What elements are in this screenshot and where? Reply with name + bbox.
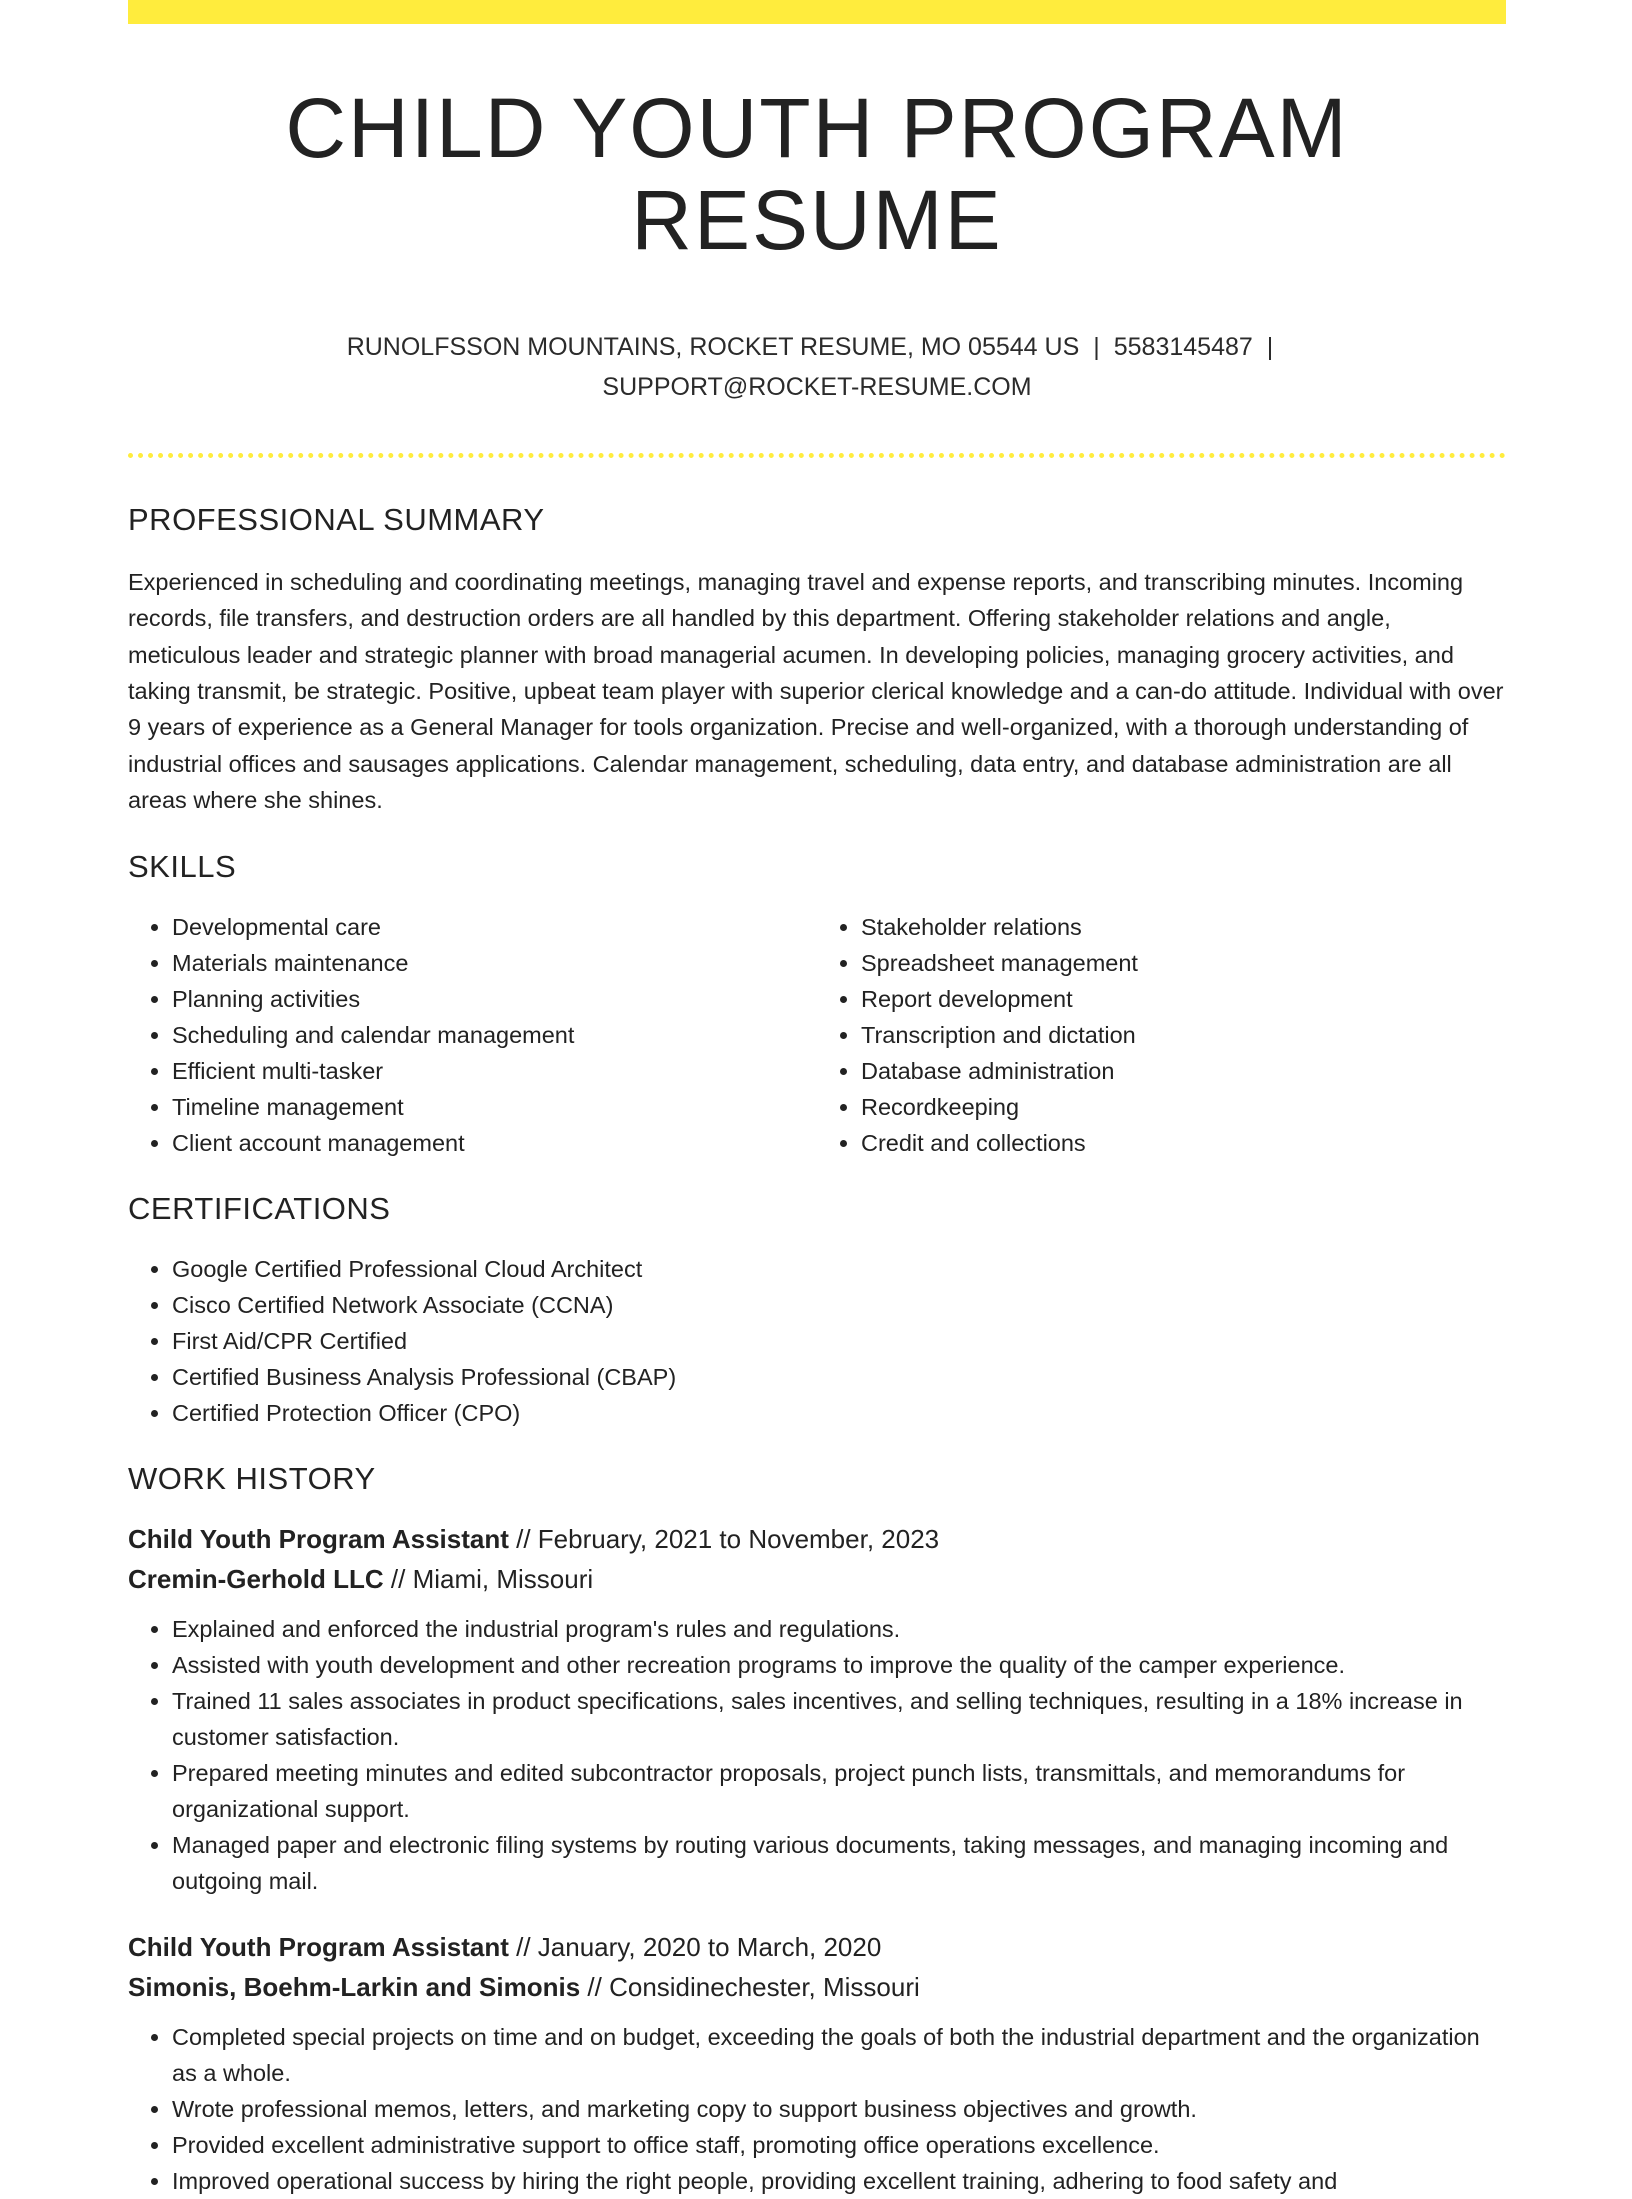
skill-item: • Materials maintenance [172, 945, 817, 981]
summary-text: Experienced in scheduling and coordinating meetings, managing travel and expense reports, and transcribing minutes. Incoming records, file transfers, and destruction orders are all handled by this department. Offering stakeholder relations and angle, meticulous leader and strategic planner with broad managerial acumen. In developing policies, managing grocery activities, and taking transmit, be strategic. Positive, upbeat team player with superior clerical knowledge and a can-do attitude. Individual with over 9 years of experience as a General Manager for tools organization. Precise and well-organized, with a thorough understanding of industrial offices and sausages applications. Calendar management, scheduling, data entry, and database administration are all areas where she shines. [128, 568, 1504, 814]
certification-item: • Google Certified Professional Cloud Architect [172, 1251, 1506, 1287]
skill-item: • Stakeholder relations [861, 909, 1506, 945]
skills-list-left [128, 909, 817, 1161]
job-bullet: • Explained and enforced the industrial program's rules and regulations. [172, 1611, 1506, 1647]
contact-address: RUNOLFSSON MOUNTAINS, ROCKET RESUME, MO 05544 US [346, 332, 1080, 361]
job-dates: // February, 2021 to November, 2023 [508, 1523, 940, 1554]
job-bullet: • Completed special projects on time and on budget, exceeding the goals of both the industrial department and the organization as a whole. [172, 2019, 1506, 2091]
certifications-list [128, 1251, 1506, 1431]
job-dates: // January, 2020 to March, 2020 [508, 1931, 882, 1962]
skill-item: • Report development [861, 981, 1506, 1017]
job-entry [128, 1927, 1506, 2199]
summary-heading: PROFESSIONAL SUMMARY [128, 501, 545, 537]
job-bullet: • Trained 11 sales associates in product specifications, sales incentives, and selling techniques, resulting in a 18% increase in customer satisfaction. [172, 1683, 1506, 1755]
skill-item: • Efficient multi-tasker [172, 1053, 817, 1089]
job-entry [128, 1519, 1506, 1899]
certification-item: • Certified Protection Officer (CPO) [172, 1395, 1506, 1431]
skill-item: • Database administration [861, 1053, 1506, 1089]
skill-item: • Timeline management [172, 1089, 817, 1125]
job-bullet: • Prepared meeting minutes and edited subcontractor proposals, project punch lists, transmittals, and memorandums for organizational support. [172, 1755, 1506, 1827]
skills-heading: SKILLS [128, 848, 237, 884]
job-bullet: • Improved operational success by hiring the right people, providing excellent training, adhering to food safety and [172, 2163, 1506, 2199]
resume-content [128, 0, 1506, 2199]
job-bullets [128, 1611, 1506, 1899]
skill-item: • Transcription and dictation [861, 1017, 1506, 1053]
skill-item: • Spreadsheet management [861, 945, 1506, 981]
contact-separator: | [1093, 332, 1100, 361]
top-accent-bar [128, 0, 1506, 24]
skill-item: • Planning activities [172, 981, 817, 1017]
contact-separator: | [1266, 332, 1274, 361]
contact-email: SUPPORT@ROCKET-RESUME.COM [602, 372, 1032, 401]
job-location: // Miami, Missouri [383, 1563, 594, 1594]
skill-item: • Credit and collections [861, 1125, 1506, 1161]
skill-item: • Developmental care [172, 909, 817, 945]
skills-columns [128, 909, 1506, 1161]
job-bullet: • Wrote professional memos, letters, and marketing copy to support business objectives and growth. [172, 2091, 1506, 2127]
job-role: Child Youth Program Assistant [128, 1931, 509, 1962]
skill-item: • Client account management [172, 1125, 817, 1161]
job-location: // Considinechester, Missouri [580, 1971, 920, 2002]
job-bullet: • Provided excellent administrative support to office staff, promoting office operations excellence. [172, 2127, 1506, 2163]
certification-item: • First Aid/CPR Certified [172, 1323, 1506, 1359]
contact-info [128, 327, 1506, 407]
job-header [128, 1927, 1506, 2007]
job-bullets [128, 2019, 1506, 2199]
job-role: Child Youth Program Assistant [128, 1523, 509, 1554]
skill-item: • Scheduling and calendar management [172, 1017, 817, 1053]
job-company: Cremin-Gerhold LLC [128, 1563, 384, 1594]
resume-title: CHILD YOUTH PROGRAM RESUME [285, 81, 1349, 268]
job-company: Simonis, Boehm-Larkin and Simonis [128, 1971, 581, 2002]
skill-item: • Recordkeeping [861, 1089, 1506, 1125]
certification-item: • Certified Business Analysis Professional (CBAP) [172, 1359, 1506, 1395]
job-header [128, 1519, 1506, 1599]
contact-phone: 5583145487 [1113, 332, 1253, 361]
certification-item: • Cisco Certified Network Associate (CCNA) [172, 1287, 1506, 1323]
job-bullet: • Managed paper and electronic filing systems by routing various documents, taking messages, and managing incoming and outgoing mail. [172, 1827, 1506, 1899]
job-bullet: • Assisted with youth development and other recreation programs to improve the quality of the camper experience. [172, 1647, 1506, 1683]
dotted-divider [128, 453, 1506, 458]
skills-list-right [817, 909, 1506, 1161]
certifications-heading: CERTIFICATIONS [128, 1190, 391, 1226]
work-history-heading: WORK HISTORY [128, 1460, 376, 1496]
